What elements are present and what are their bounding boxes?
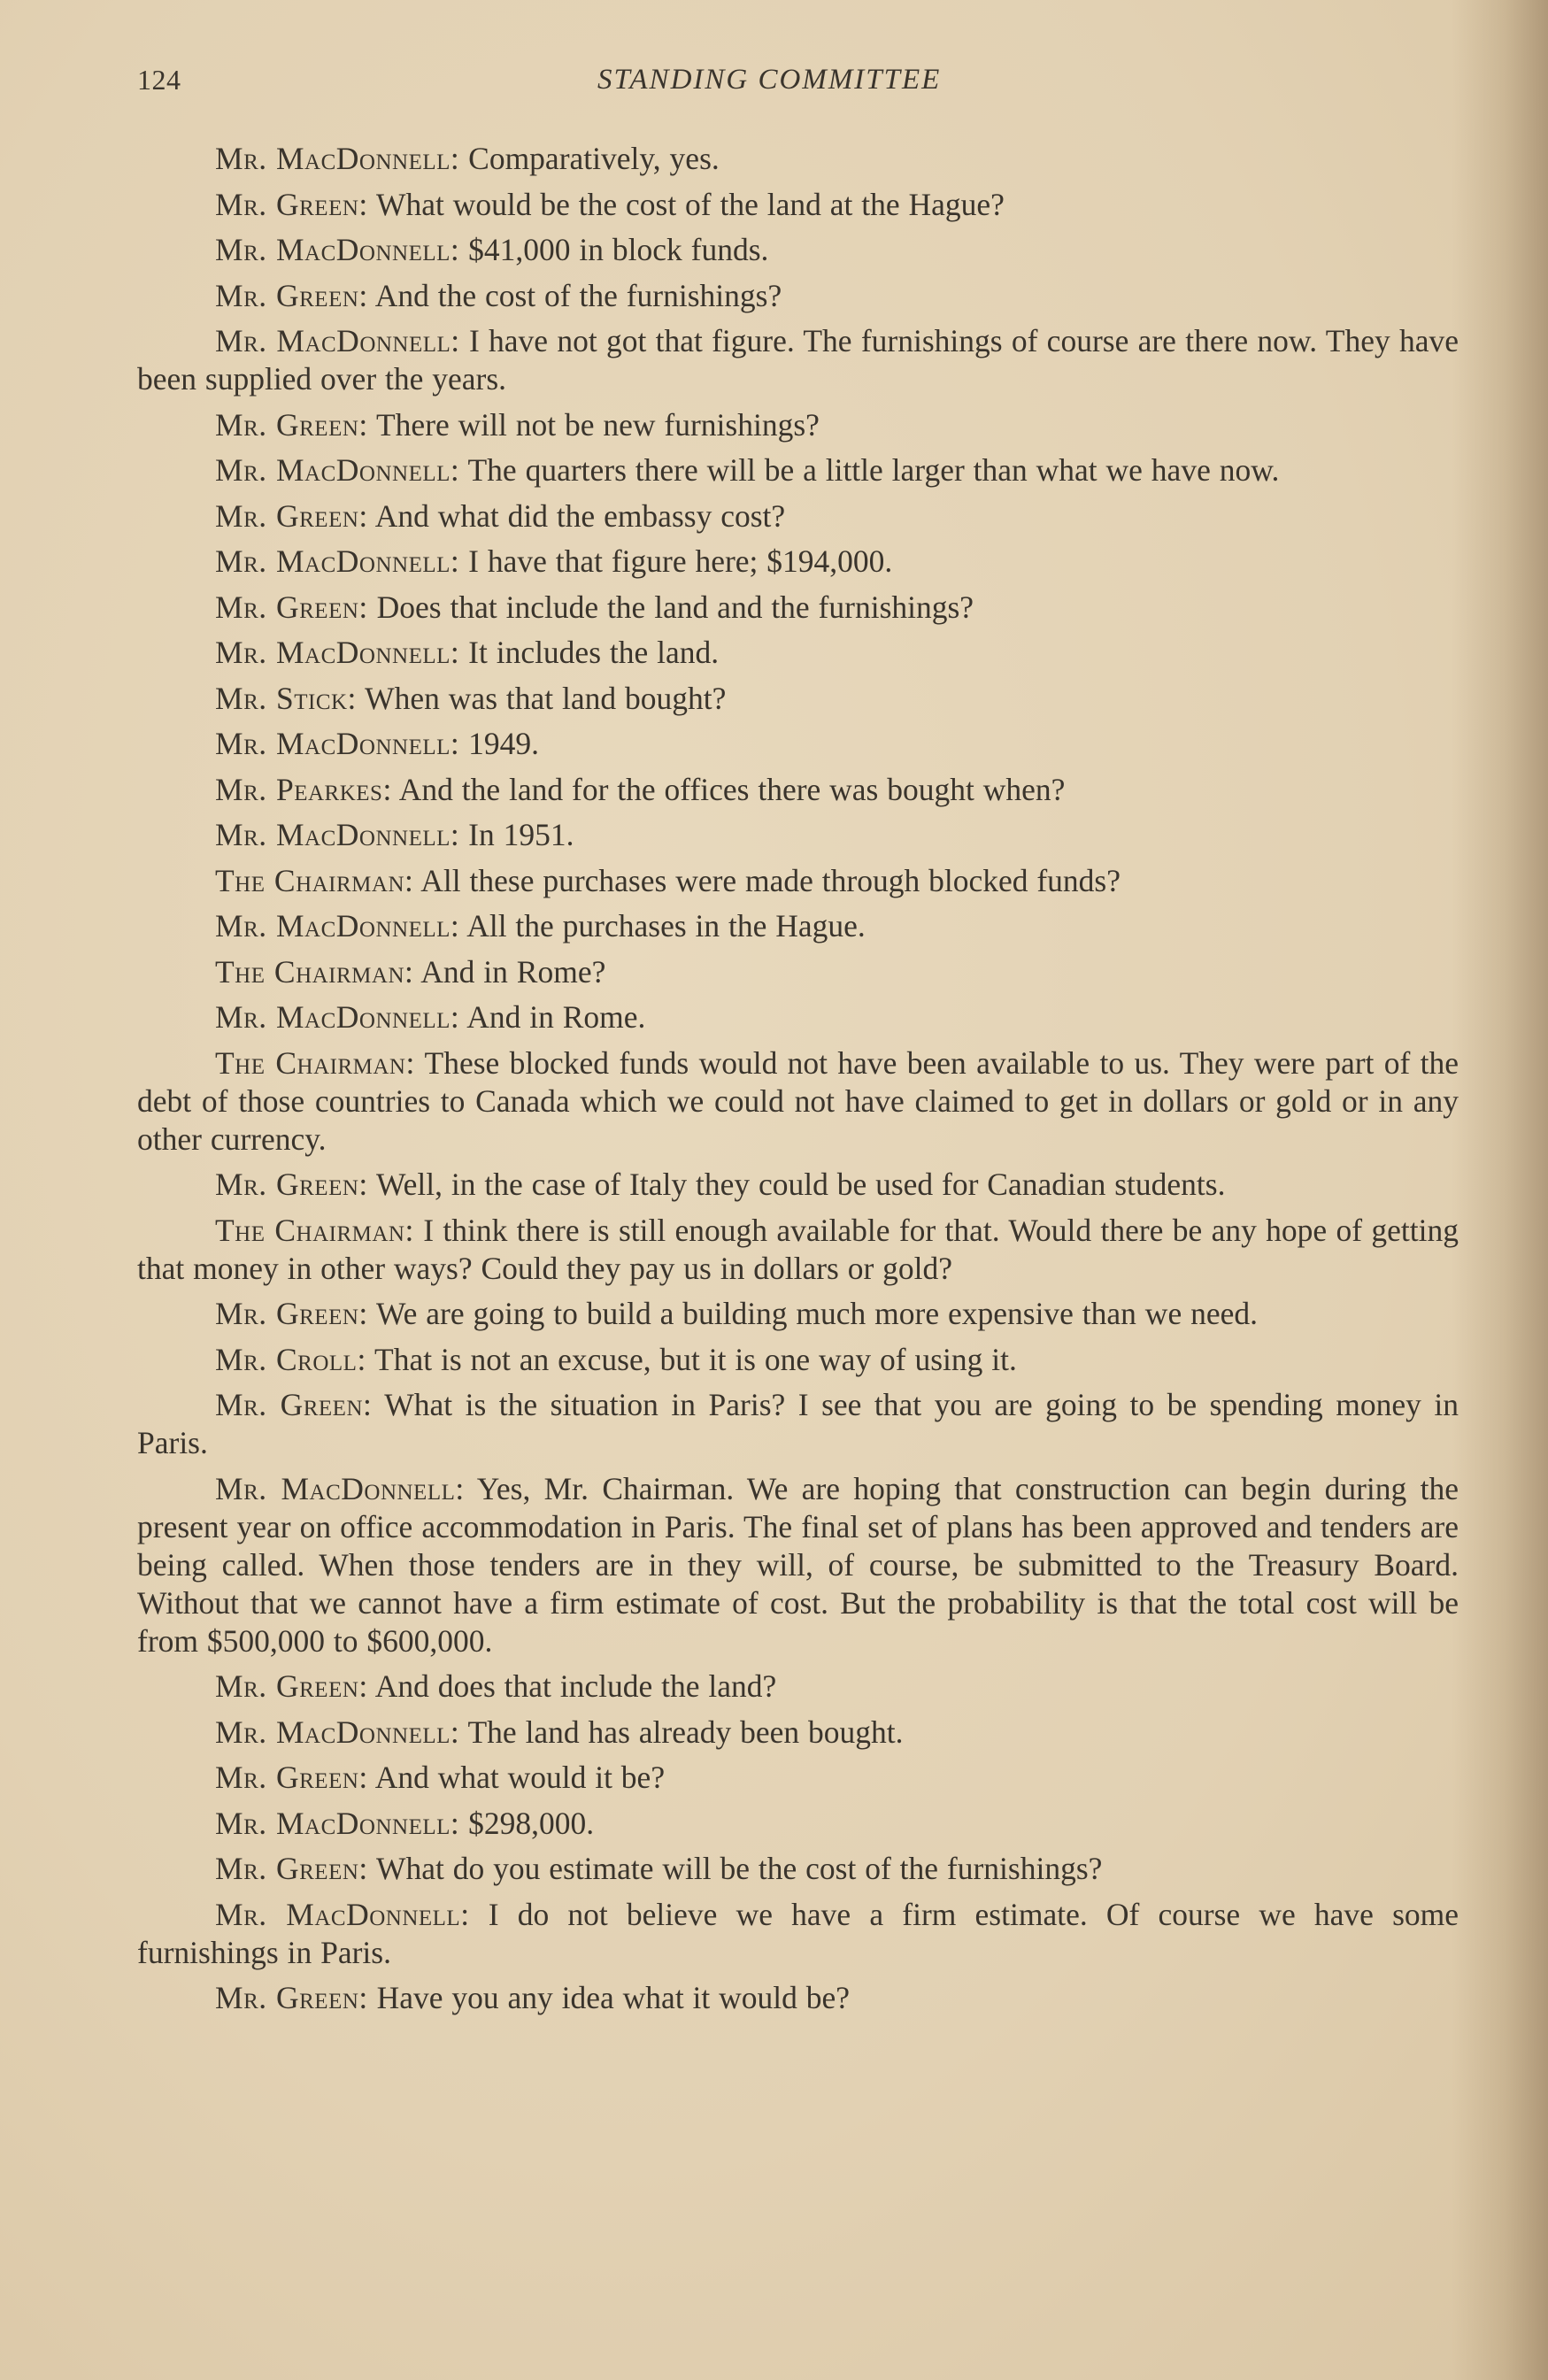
transcript-paragraph [137, 1212, 1459, 1288]
transcript-paragraph [137, 543, 1459, 581]
speaker-name: Mr. Green: [215, 1387, 373, 1422]
transcript-paragraph [137, 1668, 1459, 1706]
transcript-paragraph [137, 1470, 1459, 1660]
speaker-name: Mr. Green: [215, 186, 368, 222]
utterance: The quarters there will be a little larger than what we have now. [467, 452, 1280, 488]
transcript-paragraph [137, 140, 1459, 178]
transcript-paragraph [137, 816, 1459, 854]
transcript-paragraph [137, 998, 1459, 1036]
speaker-name: Mr. Green: [215, 1167, 368, 1202]
utterance: Have you any idea what it would be? [376, 1980, 851, 2015]
speaker-name: Mr. Green: [215, 589, 368, 625]
utterance: Well, in the case of Italy they could be used for Canadian students. [376, 1167, 1226, 1202]
utterance: It includes the land. [468, 635, 720, 670]
speaker-name: Mr. MacDonnell: [215, 232, 460, 267]
speaker-name: Mr. MacDonnell: [215, 635, 460, 670]
utterance: What do you estimate will be the cost of the furnishings? [376, 1851, 1103, 1886]
running-title: STANDING COMMITTEE [597, 64, 942, 96]
transcript-paragraph [137, 277, 1459, 315]
utterance: And does that include the land? [374, 1668, 777, 1704]
speaker-name: Mr. MacDonnell: [215, 1805, 460, 1841]
transcript-paragraph [137, 1979, 1459, 2017]
transcript-paragraph [137, 406, 1459, 444]
utterance: And the land for the offices there was bought when? [398, 771, 1066, 807]
speaker-name: Mr. MacDonnell: [215, 908, 460, 944]
utterance: And the cost of the furnishings? [374, 277, 782, 313]
transcript-paragraph [137, 953, 1459, 991]
utterance: I have that figure here; $194,000. [468, 543, 893, 579]
page-header [137, 64, 1323, 108]
transcript-paragraph [137, 1714, 1459, 1752]
transcript-paragraph [137, 497, 1459, 535]
speaker-name: Mr. MacDonnell: [215, 141, 460, 176]
utterance: And in Rome? [420, 953, 606, 990]
utterance: $41,000 in block funds. [468, 232, 769, 267]
utterance: There will not be new furnishings? [376, 406, 820, 443]
utterance: And what did the embassy cost? [374, 497, 786, 534]
transcript-paragraph [137, 322, 1459, 398]
speaker-name: Mr. Green: [215, 277, 368, 313]
speaker-name: Mr. Stick: [215, 680, 357, 716]
utterance: What would be the cost of the land at the Hague? [376, 186, 1005, 222]
speaker-name: Mr. MacDonnell: [215, 543, 460, 579]
speaker-name: The Chairman: [215, 1044, 415, 1081]
utterance: These blocked funds would not have been available to us. They were part of the debt of those countries to Canada which we could not have claimed to get in dollars or gold or in any other currency. [137, 1044, 1459, 1157]
speaker-name: Mr. MacDonnell: [215, 1714, 460, 1750]
utterance: I do not believe we have a firm estimate. Of course we have some furnishings in Paris. [137, 1896, 1459, 1970]
utterance: That is not an excuse, but it is one way of using it. [374, 1341, 1017, 1377]
utterance: When was that land bought? [365, 680, 727, 716]
speaker-name: Mr. Green: [215, 1980, 368, 2015]
transcript-paragraph [137, 1850, 1459, 1888]
speaker-name: The Chairman: [215, 862, 414, 898]
transcript-paragraph [137, 680, 1459, 718]
speaker-name: Mr. Green: [215, 406, 368, 443]
utterance: What is the situation in Paris? I see that you are going to be spending money in Paris. [137, 1387, 1459, 1460]
transcript-paragraph [137, 231, 1459, 269]
transcript-paragraph [137, 1044, 1459, 1159]
transcript-paragraph [137, 771, 1459, 809]
speaker-name: Mr. Green: [215, 1760, 368, 1795]
speaker-name: Mr. MacDonnell: [215, 1470, 465, 1506]
utterance: I think there is still enough available for that. Would there be any hope of getting that money in other ways? Could they pay us in dollars or gold? [137, 1212, 1459, 1286]
transcript-paragraph [137, 1759, 1459, 1797]
transcript-paragraph [137, 1166, 1459, 1204]
transcript-paragraph [137, 1295, 1459, 1333]
speaker-name: Mr. Green: [215, 1668, 368, 1704]
utterance: The land has already been bought. [467, 1714, 904, 1750]
speaker-name: Mr. Croll: [215, 1341, 366, 1377]
speaker-name: Mr. MacDonnell: [215, 726, 460, 761]
utterance: 1949. [468, 726, 540, 761]
transcript-paragraph [137, 1805, 1459, 1843]
transcript-body [137, 140, 1459, 2025]
speaker-name: Mr. MacDonnell: [215, 323, 460, 358]
utterance: All the purchases in the Hague. [466, 908, 866, 944]
utterance: Does that include the land and the furnishings? [376, 589, 974, 625]
transcript-paragraph [137, 186, 1459, 224]
transcript-paragraph [137, 1386, 1459, 1462]
speaker-name: Mr. Pearkes: [215, 771, 392, 807]
transcript-paragraph [137, 907, 1459, 945]
utterance: All these purchases were made through blocked funds? [420, 862, 1121, 898]
utterance: And what would it be? [374, 1760, 666, 1795]
page-number: 124 [137, 64, 181, 96]
speaker-name: Mr. Green: [215, 497, 368, 534]
utterance: And in Rome. [466, 999, 646, 1035]
speaker-name: Mr. Green: [215, 1296, 368, 1331]
transcript-paragraph [137, 725, 1459, 763]
transcript-paragraph [137, 589, 1459, 627]
speaker-name: Mr. MacDonnell: [215, 1896, 470, 1932]
utterance: Comparatively, yes. [468, 141, 720, 176]
speaker-name: Mr. MacDonnell: [215, 999, 460, 1035]
utterance: I have not got that figure. The furnishings of course are there now. They have been supplied over the years. [137, 323, 1459, 397]
speaker-name: The Chairman: [215, 1212, 414, 1248]
transcript-paragraph [137, 862, 1459, 900]
transcript-paragraph [137, 451, 1459, 489]
transcript-paragraph [137, 1896, 1459, 1972]
utterance: Yes, Mr. Chairman. We are hoping that construction can begin during the present year on office accommodation in Paris. The final set of plans has been approved and tenders are being called. When those tenders are in they will, of course, be submitted to the Treasury Board. Without that we cannot have a firm estimate of cost. But the probability is that the total cost will be from $500,000 to $600,000. [137, 1470, 1459, 1659]
speaker-name: Mr. MacDonnell: [215, 452, 460, 488]
utterance: $298,000. [468, 1805, 595, 1841]
utterance: We are going to build a building much more expensive than we need. [376, 1296, 1258, 1331]
transcript-paragraph [137, 1341, 1459, 1379]
transcript-paragraph [137, 634, 1459, 672]
speaker-name: Mr. MacDonnell: [215, 817, 460, 852]
speaker-name: Mr. Green: [215, 1851, 368, 1886]
speaker-name: The Chairman: [215, 953, 414, 990]
utterance: In 1951. [468, 817, 574, 852]
